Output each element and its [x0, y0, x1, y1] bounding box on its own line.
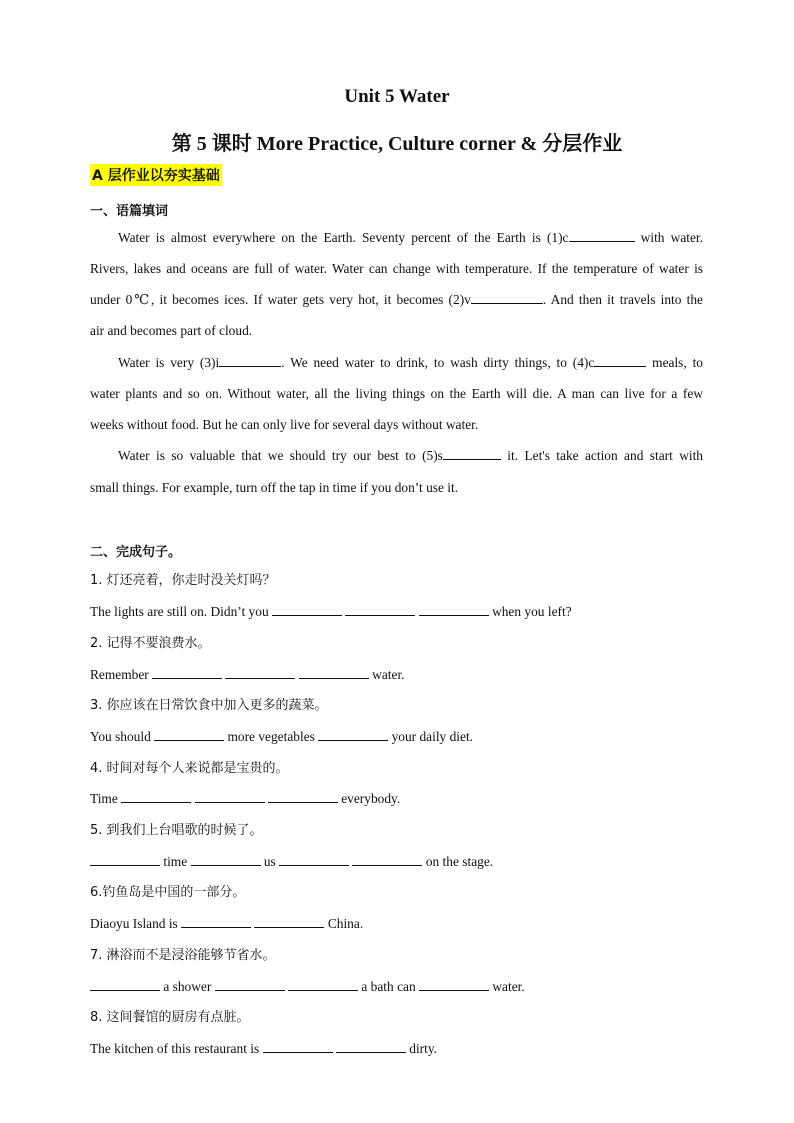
item-5-blank-4[interactable] — [352, 853, 422, 866]
item-2-blank-3[interactable] — [299, 666, 369, 679]
item-2-blank-2[interactable] — [225, 666, 295, 679]
blank-5[interactable] — [443, 447, 501, 460]
passage-line-9: small things. For example, turn off the tap in time if you don’t use it. — [90, 480, 459, 495]
passage-line-3: under 0℃, it becomes ices. If water gets very hot, it becomes (2)v . And then it travels into the — [90, 292, 704, 307]
item-7-english: a shower a bath can water. — [90, 978, 525, 996]
item-4-blank-3[interactable] — [268, 790, 338, 803]
item-6-english: Diaoyu Island is China. — [90, 916, 364, 931]
blank-3[interactable] — [219, 354, 281, 367]
item-5-blank-2[interactable] — [191, 853, 261, 866]
item-3-english: You should more vegetables your daily diet. — [90, 729, 474, 744]
blank-1[interactable] — [569, 229, 635, 242]
item-1-chinese: 1. 灯还亮着，你走时没关灯吗？ — [90, 573, 276, 588]
item-6-chinese: 6.钓鱼岛是中国的一部分。 — [90, 885, 246, 900]
item-5-blank-3[interactable] — [279, 853, 349, 866]
item-4-chinese: 4. 时间对每个人来说都是宝贵的。 — [90, 761, 289, 776]
passage-line-7: weeks without food. But he can only live for several days without water. — [90, 417, 479, 432]
item-1-blank-2[interactable] — [345, 603, 415, 616]
item-4-english: Time everybody. — [90, 791, 401, 806]
item-7-blank-3[interactable] — [288, 978, 358, 991]
item-6-blank-2[interactable] — [254, 915, 324, 928]
lesson-title: 第 5 课时 More Practice, Culture corner & 分层作业 — [171, 133, 623, 155]
item-2-blank-1[interactable] — [152, 666, 222, 679]
level-label: A 层作业以夯实基础 — [90, 164, 222, 186]
item-7-blank-1[interactable] — [90, 978, 160, 991]
item-7-blank-4[interactable] — [419, 978, 489, 991]
section1-heading: 一、语篇填词 — [90, 204, 169, 219]
item-3-blank-1[interactable] — [154, 728, 224, 741]
item-1-blank-1[interactable] — [272, 603, 342, 616]
item-5-chinese: 5. 到我们上台唱歌的时候了。 — [90, 823, 263, 838]
section2-heading: 二、完成句子。 — [90, 545, 182, 560]
item-1-english: The lights are still on. Didn’t you when you left? — [90, 604, 572, 619]
item-2-chinese: 2. 记得不要浪费水。 — [90, 636, 211, 651]
item-1-blank-3[interactable] — [419, 603, 489, 616]
item-4-blank-1[interactable] — [121, 790, 191, 803]
passage-line-5: Water is very (3)i . We need water to drink, to wash dirty things, to (4)c meals, to — [118, 355, 703, 370]
item-8-blank-1[interactable] — [263, 1040, 333, 1053]
item-5-english: time us on the stage. — [90, 853, 493, 871]
item-8-english: The kitchen of this restaurant is dirty. — [90, 1041, 438, 1056]
item-3-blank-2[interactable] — [318, 728, 388, 741]
blank-4[interactable] — [594, 354, 646, 367]
passage-line-1: Water is almost everywhere on the Earth. Seventy percent of the Earth is (1)c with water. — [118, 230, 703, 245]
item-4-blank-2[interactable] — [195, 790, 265, 803]
passage-line-8: Water is so valuable that we should try our best to (5)s it. Let's take action and start with — [118, 448, 704, 463]
unit-title: Unit 5 Water — [344, 86, 450, 107]
item-5-blank-1[interactable] — [90, 853, 160, 866]
blank-2[interactable] — [471, 291, 543, 304]
item-8-blank-2[interactable] — [336, 1040, 406, 1053]
item-7-blank-2[interactable] — [215, 978, 285, 991]
item-8-chinese: 8. 这间餐馆的厨房有点脏。 — [90, 1010, 250, 1025]
item-2-english: Remember water. — [90, 667, 405, 682]
item-7-chinese: 7. 淋浴而不是浸浴能够节省水。 — [90, 948, 276, 963]
item-3-chinese: 3. 你应该在日常饮食中加入更多的蔬菜。 — [90, 698, 328, 713]
passage-line-2: Rivers, lakes and oceans are full of water. Water can change with temperature. If the temperature of water is — [90, 261, 703, 276]
passage-line-6: water plants and so on. Without water, all the living things on the Earth will die. A man can live for a few — [90, 386, 703, 401]
passage-line-4: air and becomes part of cloud. — [90, 323, 253, 338]
item-6-blank-1[interactable] — [181, 915, 251, 928]
